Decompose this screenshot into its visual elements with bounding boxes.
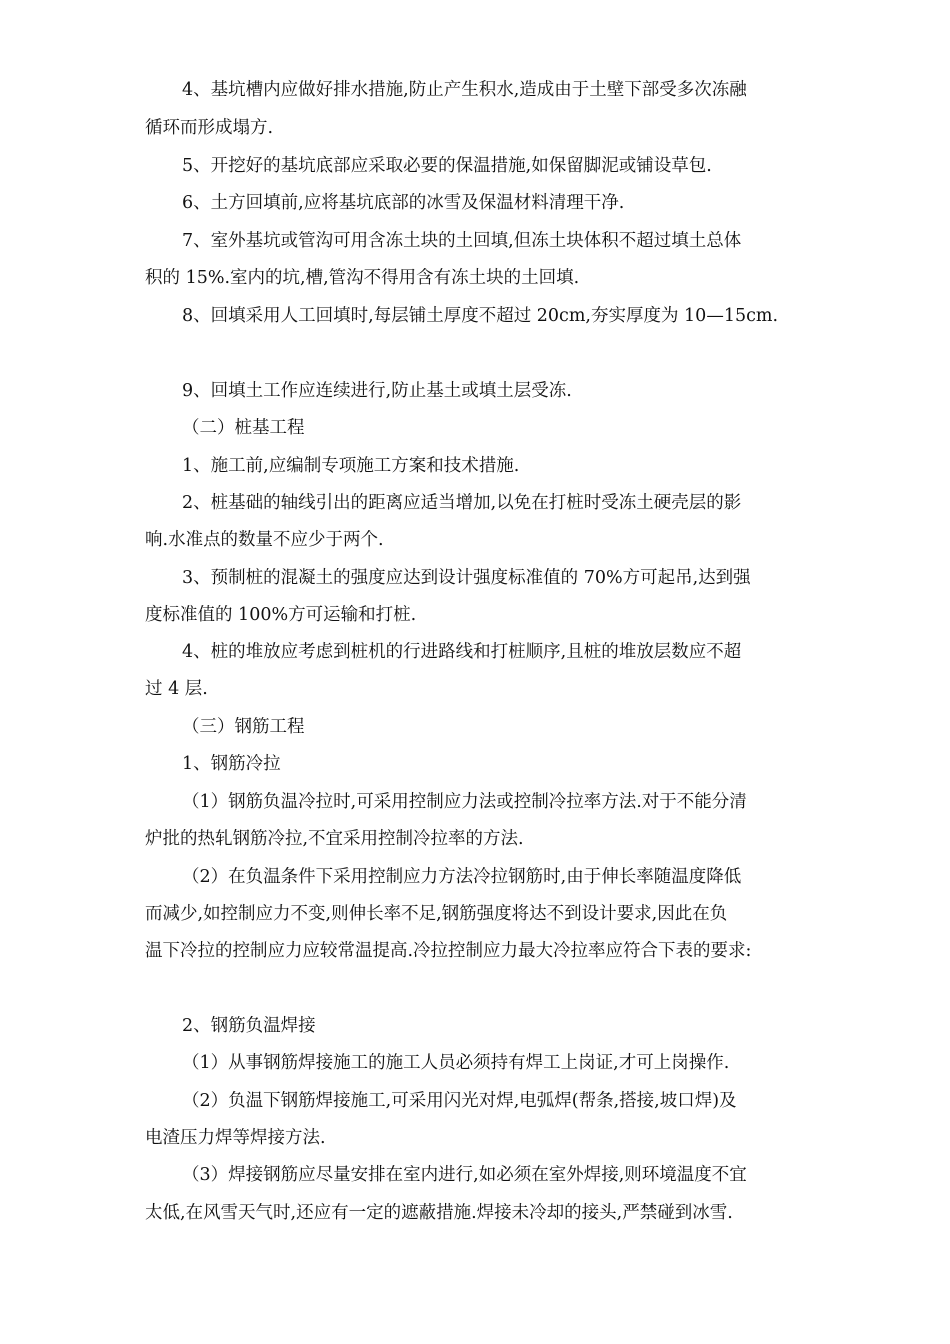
text-line: （3）焊接钢筋应尽量安排在室内进行,如必须在室外焊接,则环境温度不宜 (182, 1165, 747, 1185)
text-line: 炉批的热轧钢筋冷拉,不宜采用控制冷拉率的方法. (145, 829, 524, 849)
text-line: 1、施工前,应编制专项施工方案和技术措施. (182, 456, 520, 476)
text-line: （1）从事钢筋焊接施工的施工人员必须持有焊工上岗证,才可上岗操作. (182, 1053, 730, 1073)
text-line: 6、土方回填前,应将基坑底部的冰雪及保温材料清理干净. (182, 193, 625, 213)
text-line: 过 4 层. (145, 679, 208, 699)
text-line: 5、开挖好的基坑底部应采取必要的保温措施,如保留脚泥或铺设草包. (182, 156, 712, 176)
text-line: 9、回填土工作应连续进行,防止基土或填土层受冻. (182, 381, 572, 401)
text-line: 电渣压力焊等焊接方法. (145, 1128, 326, 1148)
text-line: 3、预制桩的混凝土的强度应达到设计强度标准值的 70%方可起吊,达到强 (182, 568, 751, 588)
text-line: 8、回填采用人工回填时,每层铺土厚度不超过 20cm,夯实厚度为 10—15cm. (182, 306, 779, 326)
text-line: 4、基坑槽内应做好排水措施,防止产生积水,造成由于土壁下部受多次冻融 (182, 80, 747, 100)
text-line: 响.水准点的数量不应少于两个. (145, 530, 384, 550)
text-line: 度标准值的 100%方可运输和打桩. (145, 605, 417, 625)
section-heading: （二）桩基工程 (182, 418, 305, 438)
text-line: （1）钢筋负温冷拉时,可采用控制应力法或控制冷拉率方法.对于不能分清 (182, 792, 747, 812)
text-line: 太低,在风雪天气时,还应有一定的遮蔽措施.焊接未冷却的接头,严禁碰到冰雪. (145, 1203, 733, 1223)
text-line: 温下冷拉的控制应力应较常温提高.冷拉控制应力最大冷拉率应符合下表的要求: (145, 941, 752, 961)
section-heading: （三）钢筋工程 (182, 717, 305, 737)
subsection-heading: 2、钢筋负温焊接 (182, 1016, 316, 1036)
text-line: 积的 15%.室内的坑,槽,管沟不得用含有冻土块的土回填. (145, 268, 580, 288)
text-line: 而减少,如控制应力不变,则伸长率不足,钢筋强度将达不到设计要求,因此在负 (145, 904, 728, 924)
subsection-heading: 1、钢筋冷拉 (182, 754, 281, 774)
text-line: 4、桩的堆放应考虑到桩机的行进路线和打桩顺序,且桩的堆放层数应不超 (182, 642, 742, 662)
text-line: （2）负温下钢筋焊接施工,可采用闪光对焊,电弧焊(帮条,搭接,坡口焊)及 (182, 1091, 737, 1111)
text-line: （2）在负温条件下采用控制应力方法冷拉钢筋时,由于伸长率随温度降低 (182, 867, 742, 887)
text-line: 循环而形成塌方. (145, 118, 274, 138)
text-line: 7、室外基坑或管沟可用含冻土块的土回填,但冻土块体积不超过填土总体 (182, 231, 742, 251)
text-line: 2、桩基础的轴线引出的距离应适当增加,以免在打桩时受冻土硬壳层的影 (182, 493, 742, 513)
